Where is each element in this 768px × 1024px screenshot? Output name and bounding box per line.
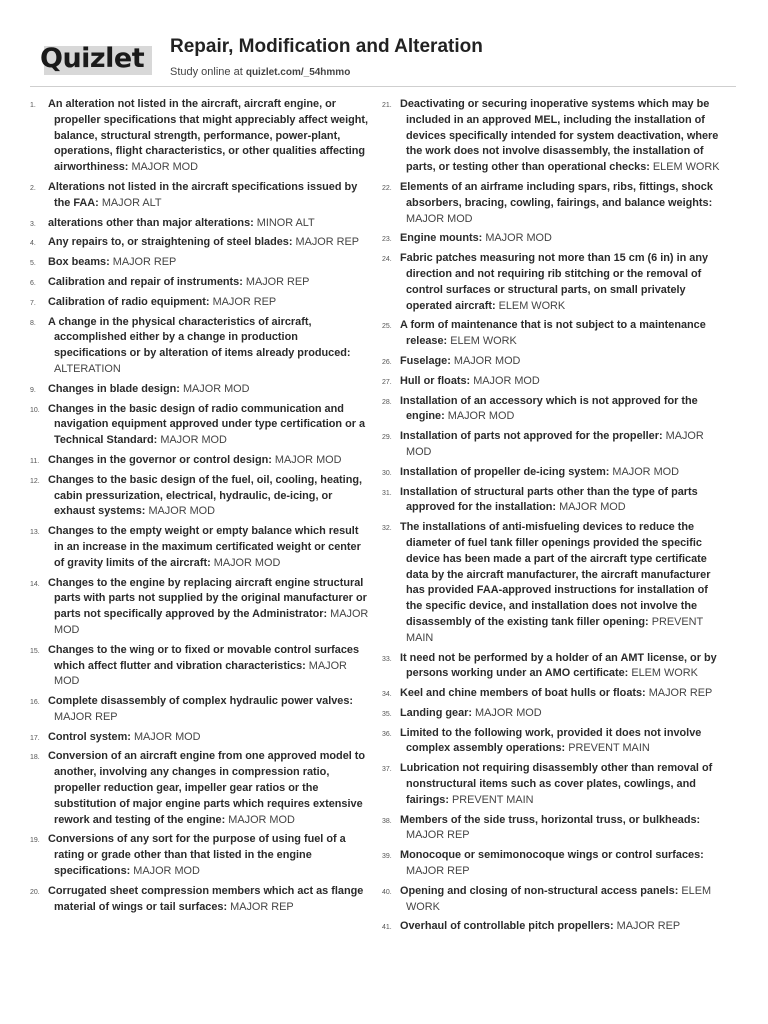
item-body [400,318,726,350]
study-online-line [170,66,350,78]
term-question: Conversions of any sort for the purpose of using fuel of a rating or grade other than that listed in the engine specifications: [48,833,346,878]
quizlet-set-link[interactable]: quizlet.com/_54hmmo [245,67,351,78]
item-number: 4. [30,240,36,248]
item-body [400,919,726,935]
subtitle-prefix: Study online at [170,66,246,78]
item-body [400,761,726,808]
flashcard-item [382,465,726,481]
item-number: 31. [382,489,392,497]
term-answer: MAJOR MOD [453,354,521,367]
term-answer: MAJOR MOD [133,730,201,743]
term-answer: PREVENT MAIN [452,793,534,806]
flashcard-item [382,726,726,758]
flashcard-item [30,453,370,469]
term-answer: MAJOR MOD [228,813,295,826]
term-answer: MAJOR MOD [612,465,679,478]
term-question: Hull or floats: [400,374,471,387]
item-number: 36. [382,730,392,738]
flashcard-item [382,813,726,845]
term-question: Changes in the governor or control design: [48,453,272,466]
flashcard-item [30,315,370,378]
item-number: 17. [30,734,40,742]
flashcard-item [30,643,370,690]
term-answer: MINOR ALT [256,216,315,229]
term-question: Engine mounts: [400,232,483,245]
term-question: Changes to the empty weight or empty balance which result in an increase in the maximum certificated weight or center of gravity limits of the aircraft: [48,525,361,569]
term-answer: ELEM WORK [406,884,712,913]
item-number: 34. [382,691,392,699]
term-question: An alteration not listed in the aircraft, aircraft engine, or propeller specifications that might appreciably affect weight, balance, structural strength, performance, power-plant, operations, flight characteristics, or other qualities affecting airworthiness: [48,98,369,174]
term-question: Opening and closing of non-structural access panels: [400,884,679,897]
item-body [400,354,726,370]
term-answer: MAJOR MOD [54,659,347,688]
item-body [400,97,726,176]
item-number: 35. [382,710,392,718]
term-answer: ELEM WORK [498,299,566,312]
term-answer: ALTERATION [54,362,121,375]
item-body [48,315,370,378]
term-question: Any repairs to, or straightening of steel blades: [48,236,293,249]
item-body [400,520,726,646]
item-number: 23. [382,236,392,244]
term-answer: MAJOR REP [406,865,470,878]
term-answer: ELEM WORK [450,335,517,348]
item-body [48,382,370,398]
item-number: 8. [30,319,36,327]
term-answer: ELEM WORK [652,161,720,174]
term-answer: MAJOR REP [54,710,118,723]
term-question: Fuselage: [400,354,451,367]
flashcard-item [30,295,370,311]
term-answer: MAJOR REP [616,920,681,933]
flashcard-item [382,706,726,722]
term-answer: MAJOR MOD [274,453,342,466]
term-answer: MAJOR MOD [485,232,552,245]
term-question: A form of maintenance that is not subject to a maintenance release: [400,319,706,348]
term-question: Fabric patches measuring not more than 15 cm (6 in) in any direction and not requiring rib stitching or the removal of control surfaces or structural parts, on small privately operated aircraft: [400,252,709,312]
item-body [400,884,726,916]
item-body [48,694,370,726]
flashcard-item [30,524,370,571]
term-answer: MAJOR MOD [406,212,473,225]
item-body [400,706,726,722]
item-number: 12. [30,477,40,485]
item-number: 20. [30,888,40,896]
term-question: Alterations not listed in the aircraft specifications issued by the FAA: [48,180,358,209]
item-number: 13. [30,529,40,537]
item-number: 6. [30,279,36,287]
term-question: Changes in blade design: [48,382,180,395]
term-question: Keel and chine members of boat hulls or floats: [400,687,646,700]
item-body [48,884,370,916]
flashcard-item [382,251,726,314]
term-question: Conversion of an aircraft engine from one approved model to another, involving any changes in compression ratio, propeller reduction gear, impeller gear ratios or the substitution of major engine parts which requires extensive rework and testing of the engine: [48,750,366,826]
header-divider [30,86,736,87]
flashcard-item [382,848,726,880]
flashcard-item [30,473,370,520]
item-number: 19. [30,837,40,845]
term-question: Installation of an accessory which is not approved for the engine: [400,394,698,423]
item-body [48,730,370,746]
item-number: 29. [382,434,392,442]
item-number: 24. [382,256,392,264]
term-question: Installation of parts not approved for the propeller: [400,430,663,443]
flashcard-item [30,275,370,291]
term-answer: MAJOR MOD [131,161,199,174]
term-answer: MAJOR REP [245,275,310,288]
item-body [48,97,370,176]
item-number: 10. [30,406,40,414]
item-number: 21. [382,102,392,109]
item-number: 37. [382,766,392,774]
term-answer: PREVENT MAIN [568,742,650,755]
item-body [48,453,370,469]
flashcard-item [382,686,726,702]
item-body [400,485,726,517]
term-question: Landing gear: [400,706,473,719]
term-answer: MAJOR REP [112,256,177,269]
flashcard-item [382,318,726,350]
item-number: 27. [382,378,392,386]
flashcard-item [382,919,726,935]
item-body [400,651,726,683]
term-question: Lubrication not requiring disassembly other than removal of nonstructural items such as cover plates, cowlings, and fairings: [400,762,713,806]
flashcard-item [30,255,370,271]
item-number: 22. [382,184,392,192]
term-answer: MAJOR MOD [406,430,704,458]
flashcard-item [382,651,726,683]
flashcard-item [382,180,726,227]
item-body [48,295,370,311]
item-body [48,235,370,251]
item-number: 3. [30,220,36,228]
item-number: 25. [382,323,392,331]
right-column [382,97,726,939]
term-question: Complete disassembly of complex hydraulic power valves: [48,695,354,708]
term-answer: MAJOR MOD [160,434,227,447]
item-number: 32. [382,525,392,533]
flashcard-item [30,884,370,916]
term-question: Changes to the basic design of the fuel, oil, cooling, heating, cabin pressurization, electrical, hydraulic, de-icing, or exhaust systems: [48,473,363,518]
flashcard-item [382,884,726,916]
term-question: Elements of an airframe including spars, ribs, fittings, shock absorbers, bracing, cowling, fairings, and balance weights: [400,180,713,209]
term-answer: MAJOR MOD [213,556,281,569]
term-question: Monocoque or semimonocoque wings or control surfaces: [400,849,704,862]
item-number: 38. [382,817,392,825]
item-body [400,251,726,314]
flashcard-item [30,97,370,176]
flashcard-item [30,730,370,746]
term-question: Changes to the engine by replacing aircraft engine structural parts with parts not supplied by the original manufacturer or parts not specifically approved by the Administrator: [48,576,367,621]
flashcard-item [30,694,370,726]
term-question: Calibration of radio equipment: [48,295,210,308]
term-answer: MAJOR MOD [475,706,542,719]
term-question: Limited to the following work, provided it does not involve complex assembly operations: [400,726,702,755]
item-body [48,524,370,571]
term-answer: MAJOR REP [212,295,277,308]
item-body [400,180,726,227]
term-question: Corrugated sheet compression members which act as flange material of wings or tail surfaces: [48,884,364,913]
term-question: Installation of structural parts other than the type of parts approved for the installation: [400,485,698,514]
item-number: 18. [30,754,40,762]
item-body [48,275,370,291]
left-column [30,97,370,919]
term-answer: MAJOR MOD [559,501,626,514]
term-question: It need not be performed by a holder of an AMT license, or by persons working under an AMO certificate: [400,651,717,680]
term-answer: ELEM WORK [631,667,698,680]
term-question: Changes in the basic design of radio communication and navigation equipment approved under type certification or a Technical Standard: [48,402,366,447]
term-answer: MAJOR REP [295,236,360,249]
item-number: 39. [382,853,392,861]
item-body [400,429,726,461]
term-question: Deactivating or securing inoperative systems which may be included in an approved MEL, including the installation of devices specifically intended for system deactivation, where the work does not involve disassembly, the installation of parts, or testing other than operational checks: [400,98,719,174]
item-number: 7. [30,299,36,307]
item-number: 5. [30,260,36,268]
term-answer: MAJOR MOD [182,382,250,395]
item-body [48,180,370,212]
flashcard-item [382,761,726,808]
term-question: Changes to the wing or to fixed or movable control surfaces which affect flutter and vibration characteristics: [48,643,360,672]
flashcard-item [382,394,726,426]
item-body [48,255,370,271]
item-body [400,726,726,758]
item-number: 28. [382,398,392,406]
item-body [400,231,726,247]
item-number: 15. [30,647,40,655]
item-body [48,832,370,879]
item-number: 30. [382,469,392,477]
item-body [48,643,370,690]
item-number: 2. [30,184,36,192]
quizlet-logo: Quizlet [40,40,156,78]
flashcard-item [382,485,726,517]
term-question: alterations other than major alterations: [48,216,254,229]
item-number: 16. [30,699,40,707]
term-question: A change in the physical characteristics of aircraft, accomplished either by a change in production specifications or by alteration of items already produced: [48,315,351,360]
flashcard-item [382,374,726,390]
flashcard-item [30,382,370,398]
term-question: Overhaul of controllable pitch propellers: [400,920,614,933]
term-question: Calibration and repair of instruments: [48,275,243,288]
term-answer: MAJOR ALT [101,196,162,209]
item-number: 9. [30,386,36,394]
flashcard-item [30,402,370,449]
item-number: 1. [30,102,36,109]
flashcard-item [382,97,726,176]
item-body [400,848,726,880]
item-number: 41. [382,924,392,932]
flashcard-item [382,354,726,370]
item-number: 40. [382,888,392,896]
term-question: Members of the side truss, horizontal truss, or bulkheads: [400,813,701,826]
item-body [400,686,726,702]
flashcard-item [382,231,726,247]
flashcard-item [30,576,370,639]
flashcard-item [30,180,370,212]
term-answer: PREVENT MAIN [406,615,703,644]
item-number: 14. [30,580,40,588]
term-answer: MAJOR MOD [133,865,200,878]
item-body [48,749,370,828]
flashcard-item [382,429,726,461]
item-body [48,216,370,232]
term-answer: MAJOR REP [406,829,470,842]
item-body [400,394,726,426]
item-body [400,465,726,481]
item-body [400,813,726,845]
item-number: 33. [382,655,392,663]
term-answer: MAJOR REP [648,687,713,700]
term-answer: MAJOR MOD [54,608,369,636]
term-answer: MAJOR MOD [447,410,515,423]
item-body [48,576,370,639]
item-number: 26. [382,358,392,366]
term-question: Box beams: [48,256,110,269]
item-body [48,473,370,520]
term-question: Installation of propeller de-icing system: [400,465,610,478]
item-number: 11. [30,457,40,465]
item-body [48,402,370,449]
term-question: Control system: [48,730,131,743]
term-answer: MAJOR MOD [148,505,215,518]
term-answer: MAJOR MOD [473,374,540,387]
flashcard-item [30,235,370,251]
term-answer: MAJOR REP [230,900,294,913]
item-body [400,374,726,390]
flashcard-item [30,749,370,828]
flashcard-item [382,520,726,646]
term-question: The installations of anti-misfueling devices to reduce the diameter of fuel tank filler openings provided the specific device has been made a part of the aircraft type certificate data by the aircraft manufacturer, the aircraft manufacturer has provided FAA-approved instructions for installation of the specific device, and installation does not involve the disassembly of the existing tank filler opening: [400,521,711,628]
flashcard-item [30,832,370,879]
flashcard-item [30,216,370,232]
page-title: Repair, Modification and Alteration [170,36,483,57]
